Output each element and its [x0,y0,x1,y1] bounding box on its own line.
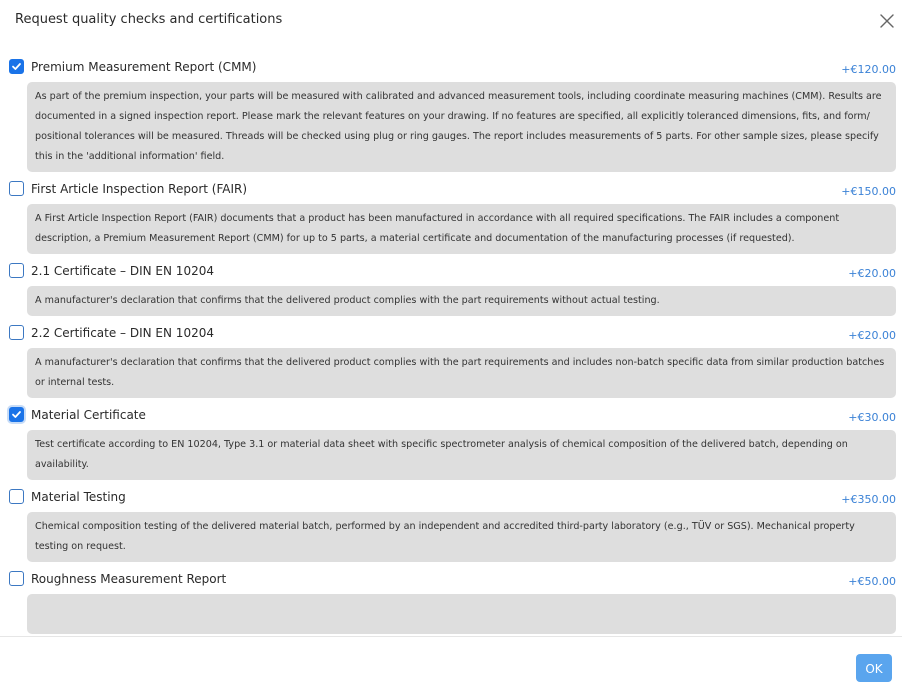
checkbox[interactable] [9,59,24,74]
option-label: 2.1 Certificate – DIN EN 10204 [31,264,214,278]
checkbox[interactable] [9,571,24,586]
dialog-footer [0,636,902,693]
option-header [8,172,896,204]
option-material-testing [8,480,896,562]
options-list[interactable] [0,50,902,635]
option-certificate-2-2 [8,316,896,398]
option-material-certificate [8,398,896,480]
option-header [8,480,896,512]
option-label: 2.2 Certificate – DIN EN 10204 [31,326,214,340]
option-description: A manufacturer's declaration that confirms that the delivered product complies with the part requirements without actual testing. [27,286,896,316]
option-description: Test certificate according to EN 10204, Type 3.1 or material data sheet with specific spectrometer analysis of chemical composition of the delivered batch, depending on availability. [27,430,896,480]
option-price: +€350.00 [841,493,896,506]
option-price: +€150.00 [841,185,896,198]
ok-button[interactable]: OK [856,654,892,682]
dialog-title: Request quality checks and certifications [15,12,283,27]
option-price: +€20.00 [848,267,896,280]
checkbox[interactable] [9,325,24,340]
option-description: Chemical composition testing of the delivered material batch, performed by an independent and accredited third-party laboratory (e.g., TÜV or SGS). Mechanical property testing on request. [27,512,896,562]
option-label: Premium Measurement Report (CMM) [31,60,257,74]
option-price: +€30.00 [848,411,896,424]
option-roughness-measurement-report [8,562,896,634]
option-header [8,50,896,82]
checkmark-icon [11,61,22,72]
option-header [8,398,896,430]
option-description: A manufacturer's declaration that confirms that the delivered product complies with the part requirements and includes non-batch specific data from similar production batches or internal tests. [27,348,896,398]
option-header [8,316,896,348]
option-description: As part of the premium inspection, your parts will be measured with calibrated and advanced measurement tools, including coordinate measuring machines (CMM). Results are documented in a signed inspection report. Please mark the relevant features on your drawing. If no features are specified, all explicitly toleranced dimensions, fits, and form/ positional tolerances will be measured. Threads will be checked using plug or ring gauges. The report includes measurements of 5 parts. For other sample sizes, please specify this in the 'additional information' field. [27,82,896,172]
close-icon[interactable] [876,10,898,32]
option-header [8,562,896,594]
option-label: Material Certificate [31,408,146,422]
option-description: A First Article Inspection Report (FAIR) documents that a product has been manufactured in accordance with all required specifications. The FAIR includes a component description, a Premium Measurement Report (CMM) for up to 5 parts, a material certificate and documentation of the manufacturing processes (if requested). [27,204,896,254]
checkbox[interactable] [9,263,24,278]
option-label: Material Testing [31,490,126,504]
option-header [8,254,896,286]
option-price: +€20.00 [848,329,896,342]
option-price: +€50.00 [848,575,896,588]
option-first-article-inspection [8,172,896,254]
option-label: First Article Inspection Report (FAIR) [31,182,248,196]
option-label: Roughness Measurement Report [31,572,227,586]
option-price: +€120.00 [841,63,896,76]
option-premium-measurement-report [8,50,896,172]
option-certificate-2-1 [8,254,896,316]
option-description [27,594,896,634]
checkbox[interactable] [9,181,24,196]
dialog-header [0,0,902,40]
checkbox[interactable] [9,407,24,422]
checkmark-icon [11,409,22,420]
checkbox[interactable] [9,489,24,504]
